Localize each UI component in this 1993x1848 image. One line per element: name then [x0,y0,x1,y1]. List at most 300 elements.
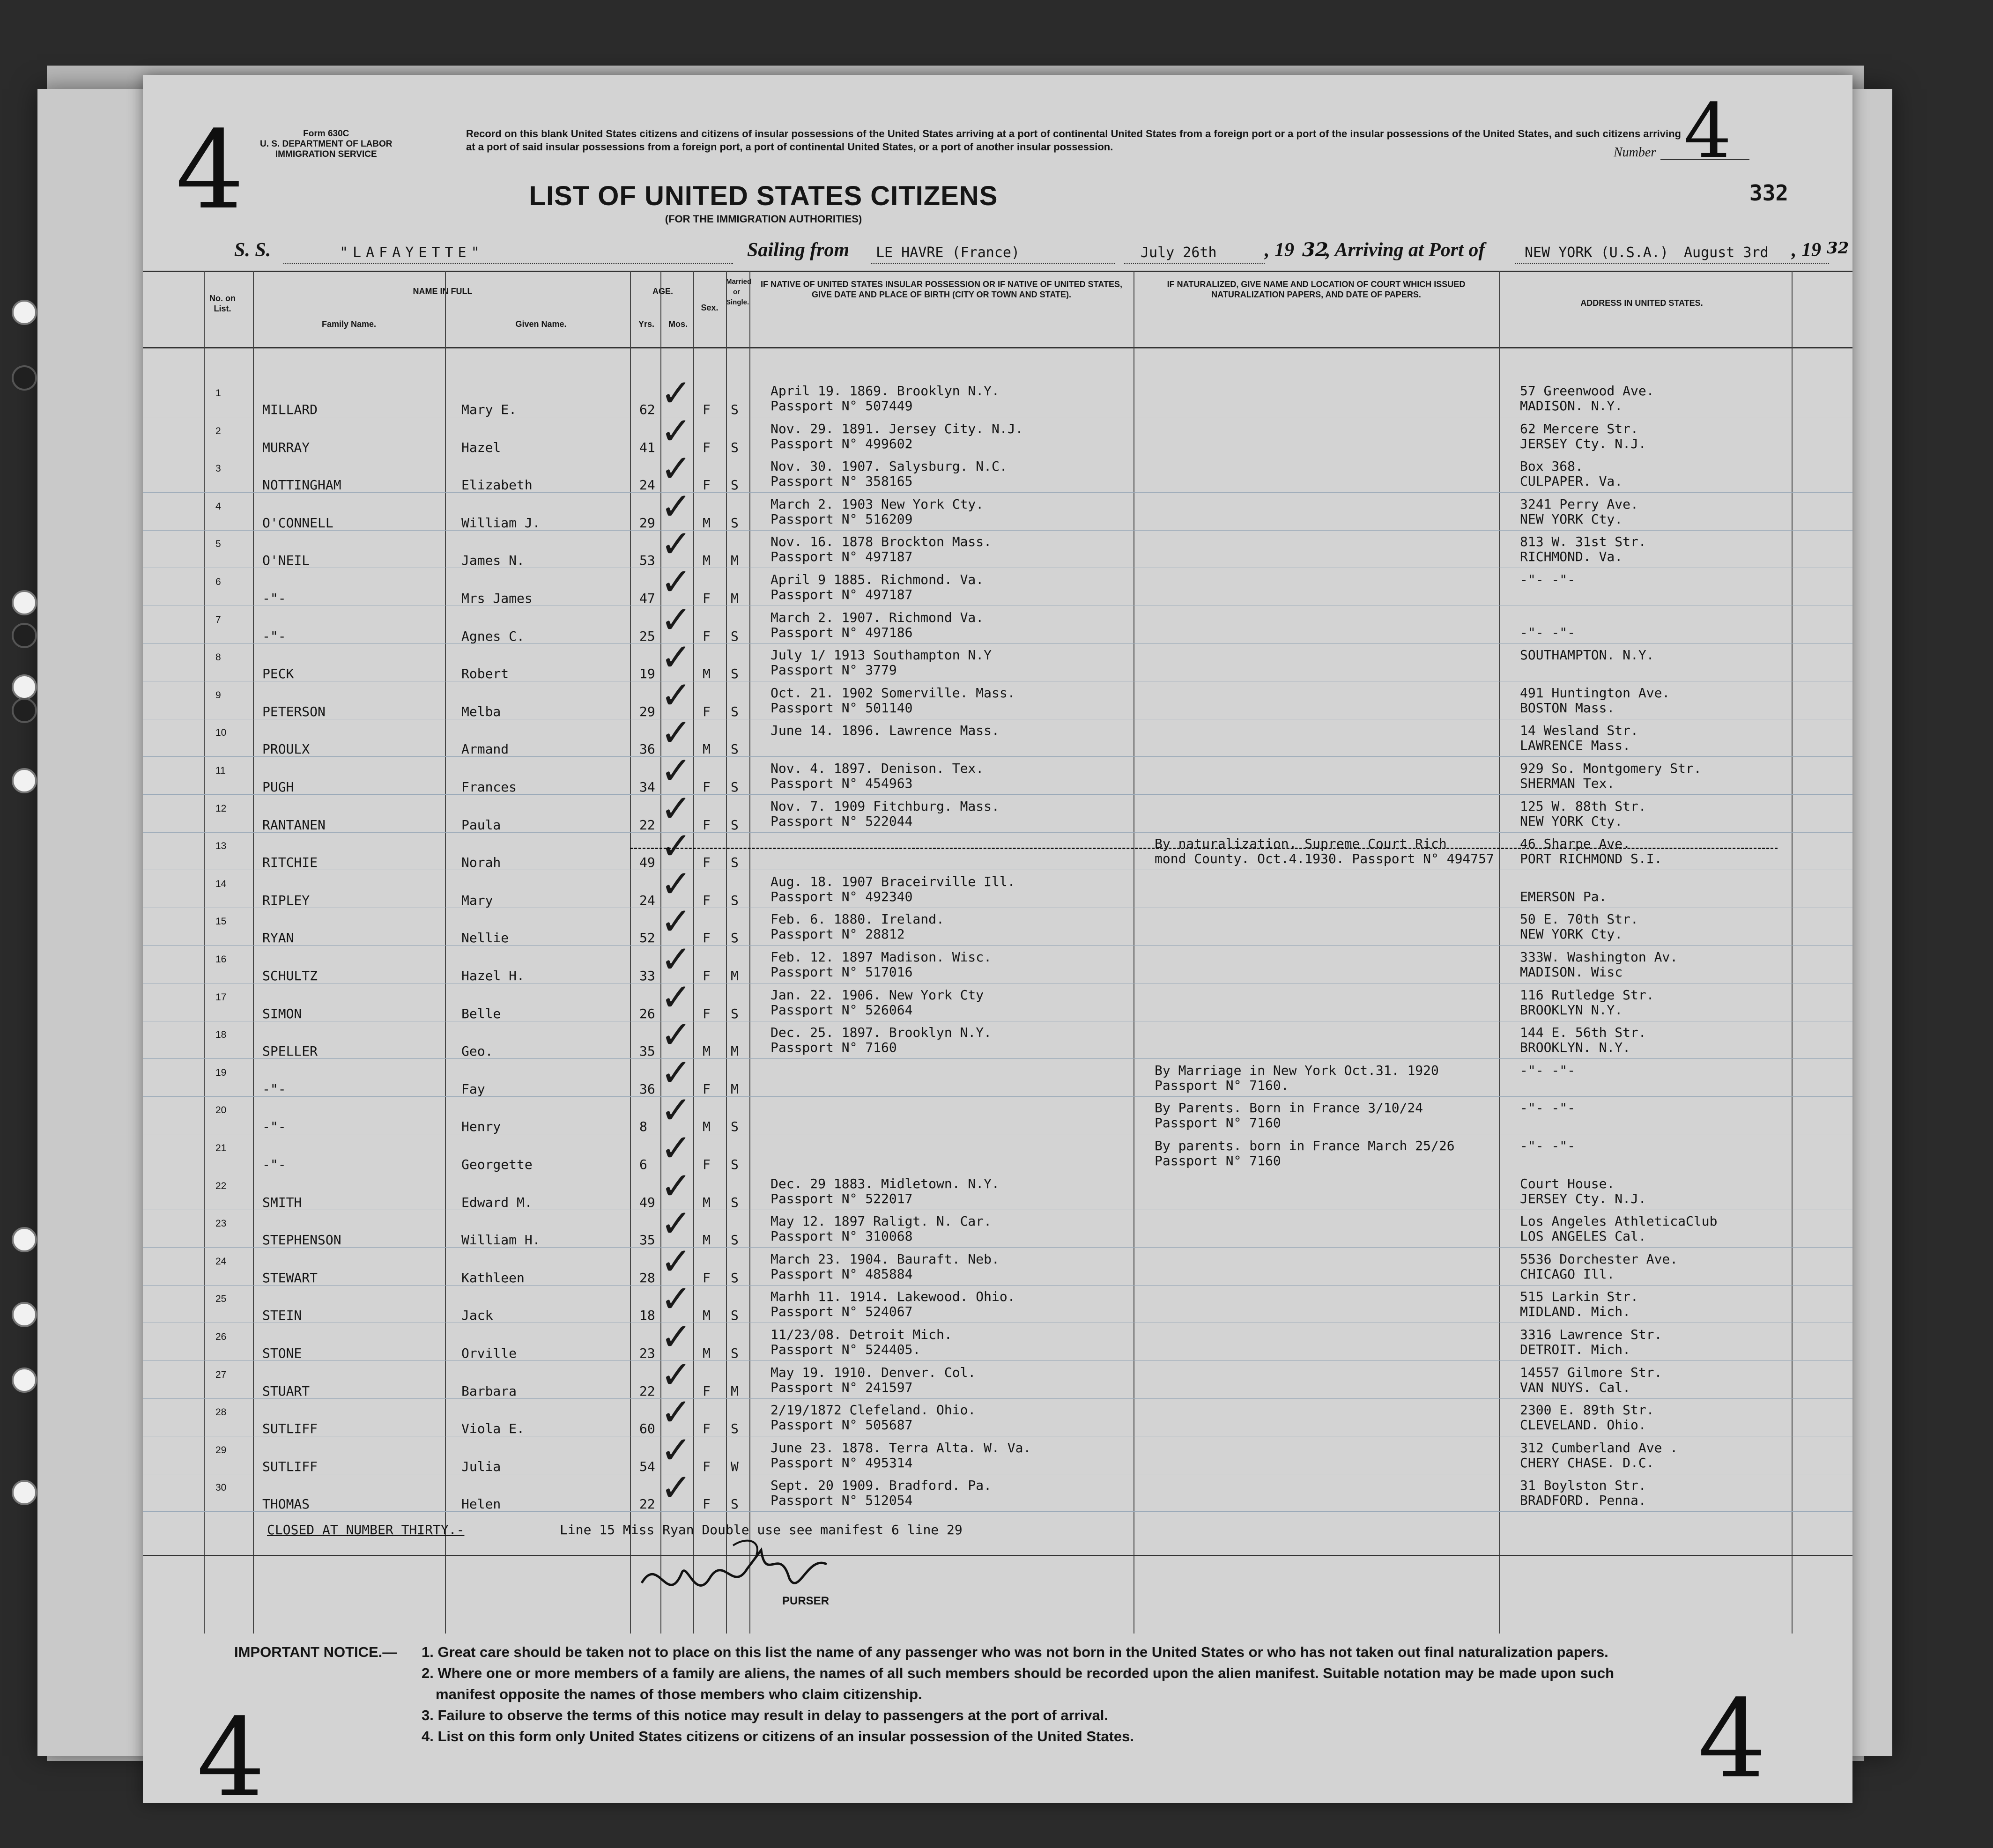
naturalization-line-1: By parents. born in France March 25/26 [1155,1138,1455,1153]
check-mark-icon: ✓ [660,1126,692,1170]
row-rule [143,530,1852,531]
age-years: 33 [639,968,655,983]
address-line-1: -"- -"- [1520,1138,1576,1153]
arrival-year: 32 [1827,239,1849,258]
address-line-2: CHERY CHASE. D.C. [1520,1455,1654,1471]
check-mark-icon: ✓ [660,786,692,830]
family-name: SUTLIFF [262,1458,318,1474]
sex: F [703,628,711,644]
list-number: 24 [215,1256,227,1267]
marital-status: W [731,1458,739,1474]
sex: M [703,1345,711,1361]
binder-hole [12,698,37,723]
birth-line-2: Passport N° 501140 [771,700,913,716]
handwritten-number-bottom-left: 4 [197,1696,266,1821]
closing-note: Line 15 Miss Ryan Double use see manifest 6 line 29 [560,1522,963,1538]
check-mark-icon: ✓ [660,1013,692,1057]
sailing-date-underline [1124,263,1265,264]
address-line-2: MIDLAND. Mich. [1520,1304,1631,1320]
row-rule [143,1360,1852,1361]
check-mark-icon: ✓ [660,1202,692,1246]
row-rule [143,794,1852,795]
row-rule [143,1247,1852,1248]
birth-line-2: Passport N° 526064 [771,1002,913,1018]
list-number: 20 [215,1105,227,1116]
list-number: 29 [215,1444,227,1456]
age-years: 29 [639,515,655,531]
given-name: Agnes C. [461,628,525,644]
address-line-1: 62 Mercere Str. [1520,421,1638,436]
given-name: Robert [461,666,509,682]
naturalization-line-2: Passport N° 7160 [1155,1115,1281,1131]
sex: F [703,591,711,606]
address-line-2: BROOKLYN. N.Y. [1520,1040,1631,1056]
check-mark-icon: ✓ [660,938,692,981]
row-rule [143,492,1852,493]
row-rule [143,756,1852,757]
address-line-2: -"- -"- [1520,624,1576,640]
birth-line-1: Nov. 30. 1907. Salysburg. N.C. [771,458,1008,474]
address-line-1: Box 368. [1520,458,1583,474]
check-mark-icon: ✓ [660,560,692,604]
list-number: 1 [215,388,221,399]
age-years: 22 [639,1496,655,1512]
age-years: 25 [639,628,655,644]
marital-status: S [731,402,739,417]
binder-hole [12,768,37,793]
address-line-1: 929 So. Montgomery Str. [1520,761,1702,776]
check-mark-icon: ✓ [660,1428,692,1472]
list-number: 12 [215,803,227,814]
given-name: Frances [461,779,517,795]
address-line-2: NEW YORK Cty. [1520,511,1623,527]
address-line-2: CLEVELAND. Ohio. [1520,1417,1646,1433]
header-address: ADDRESS IN UNITED STATES. [1580,298,1703,308]
form-identifier [260,129,393,160]
purser-label: PURSER [782,1595,830,1607]
sex: F [703,439,711,455]
marital-status: S [731,1308,739,1323]
marital-status: M [731,553,739,569]
given-name: Nellie [461,930,509,946]
marital-status: S [731,1119,739,1135]
check-mark-icon: ✓ [660,522,692,566]
marital-status: S [731,892,739,908]
sex: M [703,1119,711,1135]
list-number: 17 [215,991,227,1003]
given-name: Julia [461,1458,501,1474]
list-number: 3 [215,463,221,474]
list-number: 4 [215,501,221,512]
list-number: 23 [215,1218,227,1229]
list-number: 16 [215,954,227,965]
naturalization-line-1: By Marriage in New York Oct.31. 1920 [1155,1062,1439,1078]
given-name: Armand [461,741,509,757]
list-number: 5 [215,539,221,550]
check-mark-icon: ✓ [660,1353,692,1397]
given-name: Jack [461,1308,493,1323]
birth-line-1: Feb. 12. 1897 Madison. Wisc. [771,949,992,965]
family-name: MILLARD [262,402,318,417]
given-name: James N. [461,553,525,569]
row-rule [143,1096,1852,1097]
age-years: 6 [639,1157,647,1172]
check-mark-icon: ✓ [660,975,692,1019]
address-line-1: 14 Wesland Str. [1520,723,1638,739]
family-name: MURRAY [262,439,310,455]
header-no-on-list: No. on List. [209,294,236,313]
list-number: 14 [215,878,227,889]
naturalization-line-2: Passport N° 7160. [1155,1077,1289,1093]
notice-item: manifest opposite the names of those members who claim citizenship. [436,1686,922,1702]
naturalization-line-1: By naturalization. Supreme Court Rich [1155,836,1447,852]
header-sex: Sex. [701,303,719,312]
check-mark-icon: ✓ [660,1050,692,1094]
address-line-2: BOSTON Mass. [1520,700,1615,716]
family-name: O'CONNELL [262,515,333,531]
address-line-1: 31 Boylston Str. [1520,1478,1646,1493]
list-number: 21 [215,1143,227,1153]
address-line-1: 57 Greenwood Ave. [1520,383,1654,399]
family-name: -"- [262,1119,286,1135]
age-years: 52 [639,930,655,946]
address-line-2: NEW YORK Cty. [1520,813,1623,829]
age-years: 28 [639,1270,655,1286]
birth-line-1: June 14. 1896. Lawrence Mass. [771,723,1000,739]
address-line-1: 3316 Lawrence Str. [1520,1327,1662,1342]
address-line-2: PORT RICHMOND S.I. [1520,851,1662,867]
marital-status: S [731,1496,739,1512]
row-rule [143,1285,1852,1286]
family-name: SUTLIFF [262,1421,318,1437]
given-name: Georgette [461,1157,533,1172]
sex: F [703,1383,711,1399]
family-name: O'NEIL [262,553,310,569]
list-number: 30 [215,1482,227,1493]
birth-line-1: Jan. 22. 1906. New York Cty [771,987,984,1003]
check-mark-icon: ✓ [660,1315,692,1359]
check-mark-icon: ✓ [660,598,692,642]
address-line-1: 116 Rutledge Str. [1520,987,1654,1003]
family-name: STEWART [262,1270,318,1286]
family-name: -"- [262,1157,286,1172]
address-line-2: SHERMAN Tex. [1520,776,1615,791]
marital-status: S [731,1345,739,1361]
sex: M [703,1232,711,1248]
marital-status: M [731,1043,739,1059]
departure-underline [871,263,1115,264]
check-mark-icon: ✓ [660,824,692,868]
family-name: PETERSON [262,703,326,719]
given-name: Viola E. [461,1421,525,1437]
header-birth-place: IF NATIVE OF UNITED STATES INSULAR POSSESSION OR IF NATIVE OF UNITED STATES, GIVE DATE AND PLACE OF BIRTH (CITY OR TOWN AND STATE). [760,280,1123,299]
given-name: William H. [461,1232,541,1248]
age-years: 24 [639,892,655,908]
birth-line-2: Passport N° 28812 [771,926,905,942]
age-years: 23 [639,1345,655,1361]
family-name: RIPLEY [262,892,310,908]
address-line-1: 14557 Gilmore Str. [1520,1364,1662,1380]
notice-item: 3. Failure to observe the terms of this notice may result in delay to passengers at the port of arrival. [422,1707,1109,1723]
family-name: SCHULTZ [262,968,318,983]
family-name: -"- [262,591,286,606]
family-name: STUART [262,1383,310,1399]
serial-number: 332 [1749,180,1789,206]
list-number: 9 [215,689,221,701]
birth-line-2: Passport N° 310068 [771,1228,913,1244]
address-line-1: 5536 Dorchester Ave. [1520,1251,1678,1267]
list-number: 7 [215,614,221,625]
birth-line-1: Nov. 16. 1878 Brockton Mass. [771,534,992,550]
birth-line-2: Passport N° 517016 [771,964,913,980]
age-years: 54 [639,1458,655,1474]
list-number: 6 [215,577,221,587]
department-name: U. S. DEPARTMENT OF LABOR [260,139,393,149]
sex: F [703,817,711,833]
birth-line-2: Passport N° 512054 [771,1493,913,1508]
voyage-line [143,239,1852,267]
address-line-1: SOUTHAMPTON. N.Y. [1520,647,1654,663]
age-years: 22 [639,1383,655,1399]
sex: F [703,1458,711,1474]
age-years: 53 [639,553,655,569]
check-mark-icon: ✓ [660,1466,692,1510]
sex: M [703,741,711,757]
family-name: PUGH [262,779,294,795]
birth-line-1: May 12. 1897 Raligt. N. Car. [771,1213,992,1229]
given-name: Edward M. [461,1194,533,1210]
arrival-port: NEW YORK (U.S.A.) [1525,244,1669,261]
given-name: Hazel [461,439,501,455]
birth-line-2: Passport N° 492340 [771,888,913,904]
birth-line-2: Passport N° 499602 [771,436,913,451]
age-years: 22 [639,817,655,833]
list-number: 2 [215,425,221,436]
marital-status: S [731,1157,739,1172]
birth-line-2: Passport N° 497186 [771,624,913,640]
address-line-2: LAWRENCE Mass. [1520,738,1631,754]
age-years: 49 [639,855,655,871]
ship-name: "LAFAYETTE" [340,244,484,261]
family-name: PROULX [262,741,310,757]
marital-status: M [731,968,739,983]
notice-item: 2. Where one or more members of a family are aliens, the names of all such members should be recorded upon the alien manifest. Suitable notation may be made upon such [422,1665,1615,1681]
sex: F [703,930,711,946]
age-years: 8 [639,1119,647,1135]
sex: F [703,402,711,417]
sex: F [703,1005,711,1021]
list-number: 11 [215,765,226,776]
page-subtitle: (FOR THE IMMIGRATION AUTHORITIES) [665,213,862,225]
address-line-2: VAN NUYS. Cal. [1520,1379,1631,1395]
birth-line-1: Nov. 29. 1891. Jersey City. N.J. [771,421,1023,436]
list-number: 28 [215,1407,227,1418]
birth-line-1: July 1/ 1913 Southampton N.Y [771,647,992,663]
marital-status: S [731,1421,739,1437]
marital-status: S [731,515,739,531]
list-number: 13 [215,841,227,852]
birth-line-2: Passport N° 524405. [771,1342,921,1357]
row-rule [143,1511,1852,1512]
age-years: 41 [639,439,655,455]
address-line-1: 125 W. 88th Str. [1520,798,1646,814]
family-name: NOTTINGHAM [262,477,341,493]
address-line-2: RICHMOND. Va. [1520,549,1623,565]
table-bottom-rule [143,1555,1852,1556]
family-name: SIMON [262,1005,302,1021]
birth-line-1: Marhh 11. 1914. Lakewood. Ohio. [771,1289,1015,1305]
sex: M [703,515,711,531]
age-years: 47 [639,591,655,606]
sex: F [703,1081,711,1097]
address-line-2: LOS ANGELES Cal. [1520,1228,1646,1244]
birth-line-2: Passport N° 507449 [771,398,913,414]
birth-line-2: Passport N° 516209 [771,511,913,527]
year-prefix-1: , 19 [1265,239,1294,261]
birth-line-1: Aug. 18. 1907 Braceirville Ill. [771,873,1015,889]
marital-status: M [731,591,739,606]
arrival-date: August 3rd [1684,244,1769,261]
given-name: Orville [461,1345,517,1361]
check-mark-icon: ✓ [660,371,692,415]
row-rule [143,945,1852,946]
age-years: 35 [639,1232,655,1248]
arriving-label: , Arriving at Port of [1326,239,1485,261]
naturalization-line-2: mond County. Oct.4.1930. Passport N° 494757 [1155,851,1494,867]
list-number: 22 [215,1180,227,1191]
given-name: Paula [461,817,501,833]
address-line-2: JERSEY Cty. N.J. [1520,436,1646,451]
birth-line-2: Passport N° 7160 [771,1040,897,1056]
binder-hole [12,1227,37,1252]
marital-status: S [731,779,739,795]
list-number: 26 [215,1331,227,1342]
birth-line-2: Passport N° 497187 [771,587,913,602]
naturalization-line-1: By Parents. Born in France 3/10/24 [1155,1100,1423,1116]
birth-line-1: May 19. 1910. Denver. Col. [771,1364,976,1380]
given-name: Mary E. [461,402,517,417]
row-rule [143,643,1852,644]
age-years: 49 [639,1194,655,1210]
birth-line-2: Passport N° 241597 [771,1379,913,1395]
given-name: Norah [461,855,501,871]
header-years: Yrs. [638,319,655,329]
sex: F [703,1496,711,1512]
address-line-2: NEW YORK Cty. [1520,926,1623,942]
family-name: STEIN [262,1308,302,1323]
notice-heading: IMPORTANT NOTICE.— [234,1644,397,1660]
birth-line-2: Passport N° 358165 [771,473,913,489]
notice-list [422,1641,1836,1747]
sex: M [703,1043,711,1059]
birth-line-1: June 23. 1878. Terra Alta. W. Va. [771,1440,1031,1456]
header-months: Mos. [668,319,688,329]
list-number: 15 [215,916,227,927]
age-years: 36 [639,741,655,757]
birth-line-1: March 2. 1907. Richmond Va. [771,609,984,625]
check-mark-icon: ✓ [660,711,692,755]
notice-item: 1. Great care should be taken not to place on this list the name of any passenger who was not born in the United States or who has not taken out final naturalization papers. [422,1644,1608,1660]
list-number: 18 [215,1029,227,1041]
list-number: 25 [215,1294,227,1305]
address-line-1: 312 Cumberland Ave . [1520,1440,1678,1456]
handwritten-number-bottom-right: 4 [1698,1677,1767,1802]
check-mark-icon: ✓ [660,900,692,944]
handwritten-number-top: 4 [176,108,244,233]
address-line-1: -"- -"- [1520,1100,1576,1116]
age-years: 34 [639,779,655,795]
address-line-2: DETROIT. Mich. [1520,1342,1631,1357]
sex: F [703,855,711,871]
sex: F [703,892,711,908]
sex: F [703,1157,711,1172]
sex: M [703,666,711,682]
sailing-label: Sailing from [747,239,850,261]
birth-line-2: Passport N° 495314 [771,1455,913,1471]
birth-line-2: Passport N° 497187 [771,549,913,565]
birth-line-1: 11/23/08. Detroit Mich. [771,1327,952,1342]
age-years: 18 [639,1308,655,1323]
check-mark-icon: ✓ [660,749,692,792]
address-line-1: 515 Larkin Str. [1520,1289,1638,1305]
header-name-in-full: NAME IN FULL [413,287,473,296]
birth-line-1: Dec. 29 1883. Midletown. N.Y. [771,1175,1000,1191]
binder-hole [12,1368,37,1393]
age-years: 29 [639,703,655,719]
sex: F [703,1421,711,1437]
header-given-name: Given Name. [515,319,567,329]
sex: F [703,703,711,719]
age-years: 26 [639,1005,655,1021]
age-years: 62 [639,402,655,417]
birth-line-2: Passport N° 454963 [771,776,913,791]
sex: M [703,1308,711,1323]
birth-line-2: Passport N° 522017 [771,1190,913,1206]
address-line-1: Court House. [1520,1175,1615,1191]
list-number: 10 [215,727,227,739]
family-name: THOMAS [262,1496,310,1512]
binder-hole [12,1302,37,1327]
ss-label: S. S. [234,239,271,261]
marital-status: S [731,1194,739,1210]
address-line-1: 2300 E. 89th Str. [1520,1402,1654,1418]
birth-line-2: Passport N° 485884 [771,1266,913,1282]
given-name: Mary [461,892,493,908]
given-name: Helen [461,1496,501,1512]
family-name: -"- [262,1081,286,1097]
address-line-2: JERSEY Cty. N.J. [1520,1190,1646,1206]
address-line-2: MADISON. N.Y. [1520,398,1623,414]
header-married-single: Married or Single. [726,278,752,306]
age-years: 19 [639,666,655,682]
given-name: Hazel H. [461,968,525,983]
given-name: Kathleen [461,1270,525,1286]
address-line-2: CHICAGO Ill. [1520,1266,1615,1282]
check-mark-icon: ✓ [660,409,692,453]
age-years: 24 [639,477,655,493]
address-line-1: 491 Huntington Ave. [1520,685,1670,701]
check-mark-icon: ✓ [660,447,692,491]
address-line-2: EMERSON Pa. [1520,888,1607,904]
marital-status: S [731,855,739,871]
given-name: William J. [461,515,541,531]
family-name: STEPHENSON [262,1232,341,1248]
marital-status: S [731,703,739,719]
check-mark-icon: ✓ [660,636,692,680]
birth-line-2: Passport N° 522044 [771,813,913,829]
address-line-2: BRADFORD. Penna. [1520,1493,1646,1508]
address-line-2: CULPAPER. Va. [1520,473,1623,489]
